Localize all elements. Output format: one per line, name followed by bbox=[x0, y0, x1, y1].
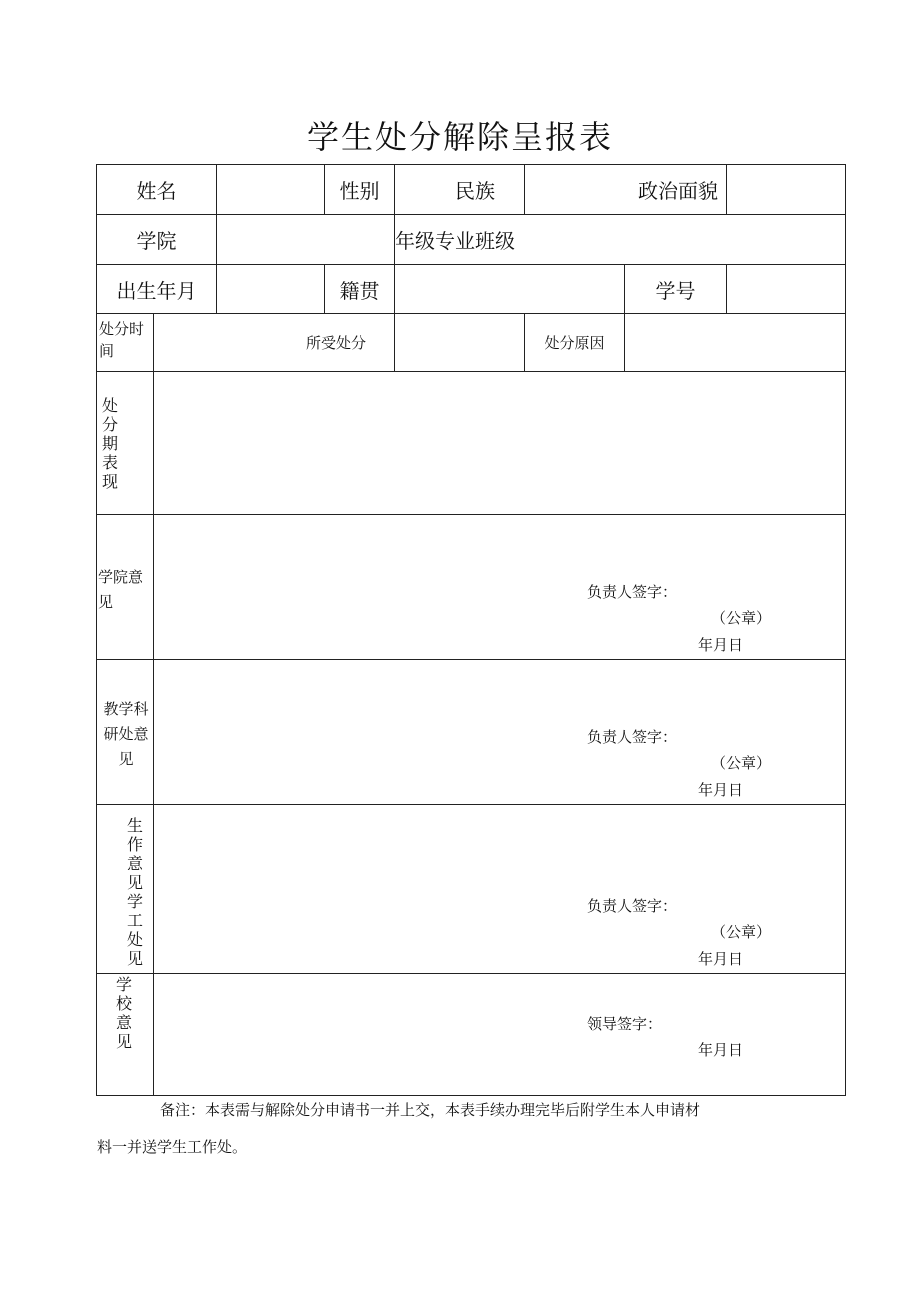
school-opinion-label-char: 见 bbox=[115, 1032, 132, 1051]
college-date-label: 年月日 bbox=[698, 636, 744, 654]
student-affairs-label-char: 生 bbox=[126, 816, 143, 835]
performance-label bbox=[100, 396, 120, 491]
form-title: 学生处分解除呈报表 bbox=[306, 118, 613, 156]
college-label: 学院 bbox=[136, 229, 177, 253]
teaching-opinion-label bbox=[100, 697, 152, 772]
name-label: 姓名 bbox=[136, 179, 177, 203]
native-place-field[interactable] bbox=[395, 265, 624, 313]
college-signer-label: 负责人签字： bbox=[587, 583, 678, 601]
student-affairs-label-char: 作 bbox=[126, 835, 143, 854]
birth-field[interactable] bbox=[217, 265, 324, 313]
performance-label-char: 分 bbox=[101, 415, 118, 434]
school-signer-label: 领导签字： bbox=[587, 1015, 663, 1033]
college-opinion-label-line1: 学院意 bbox=[98, 568, 144, 586]
teaching-date-label: 年月日 bbox=[698, 781, 744, 799]
college-opinion-label-line2: 见 bbox=[98, 593, 114, 611]
school-date-label: 年月日 bbox=[698, 1041, 744, 1059]
school-opinion-label-char: 校 bbox=[115, 994, 132, 1013]
school-opinion-field[interactable] bbox=[154, 974, 845, 1095]
student-affairs-opinion-label bbox=[125, 816, 145, 968]
student-affairs-signer-label: 负责人签字： bbox=[587, 897, 678, 915]
student-affairs-date-label: 年月日 bbox=[698, 950, 744, 968]
student-affairs-label-char: 学 bbox=[126, 892, 143, 911]
teaching-opinion-label-line3: 见 bbox=[118, 750, 134, 768]
student-affairs-label-char: 处 bbox=[126, 930, 143, 949]
punishment-time-label-line2: 间 bbox=[99, 342, 115, 360]
punishment-time-label bbox=[99, 318, 144, 362]
punishment-reason-label: 处分原因 bbox=[544, 334, 605, 352]
name-field[interactable] bbox=[217, 165, 324, 214]
student-id-field[interactable] bbox=[727, 265, 845, 313]
teaching-opinion-label-line1: 教学科 bbox=[103, 700, 149, 718]
political-label: 政治面貌 bbox=[638, 179, 718, 203]
performance-label-char: 期 bbox=[101, 434, 118, 453]
birth-label: 出生年月 bbox=[116, 278, 197, 303]
note-line1: 备注：本表需与解除处分申请书一并上交，本表手续办理完毕后附学生本人申请材 bbox=[160, 1101, 701, 1119]
college-opinion-label bbox=[98, 565, 143, 615]
student-affairs-label-char: 见 bbox=[126, 873, 143, 892]
ethnicity-political-cell bbox=[455, 165, 726, 214]
college-seal-label: （公章） bbox=[711, 609, 772, 627]
native-place-label: 籍贯 bbox=[339, 278, 380, 303]
performance-field[interactable] bbox=[154, 372, 845, 514]
performance-label-char: 表 bbox=[101, 453, 118, 472]
school-opinion-label bbox=[114, 975, 134, 1051]
student-affairs-label-char: 意 bbox=[126, 854, 143, 873]
punishment-reason-field[interactable] bbox=[625, 314, 845, 371]
performance-label-char: 现 bbox=[101, 472, 118, 491]
teaching-opinion-label-line2: 研处意 bbox=[103, 725, 149, 743]
punishment-received-field[interactable] bbox=[395, 314, 524, 371]
student-affairs-label-char: 见 bbox=[126, 949, 143, 968]
gender-label: 性别 bbox=[339, 179, 380, 203]
performance-label-char: 处 bbox=[101, 396, 118, 415]
note-line2: 料一并送学生工作处。 bbox=[97, 1138, 248, 1156]
student-affairs-label-char: 工 bbox=[126, 911, 143, 930]
punishment-received-label: 所受处分 bbox=[305, 334, 366, 352]
college-field[interactable] bbox=[217, 215, 394, 264]
teaching-seal-label: （公章） bbox=[711, 754, 772, 772]
teaching-signer-label: 负责人签字： bbox=[587, 728, 678, 746]
political-field[interactable] bbox=[727, 165, 845, 214]
report-form-table bbox=[96, 164, 846, 1096]
student-id-label: 学号 bbox=[655, 278, 696, 303]
student-affairs-seal-label: （公章） bbox=[711, 923, 772, 941]
grade-major-class-label: 年级专业班级 bbox=[395, 229, 515, 253]
school-opinion-label-char: 学 bbox=[115, 975, 132, 994]
ethnicity-label: 民族 bbox=[455, 179, 495, 203]
school-opinion-label-char: 意 bbox=[115, 1013, 132, 1032]
punishment-time-label-line1: 处分时 bbox=[99, 320, 145, 338]
